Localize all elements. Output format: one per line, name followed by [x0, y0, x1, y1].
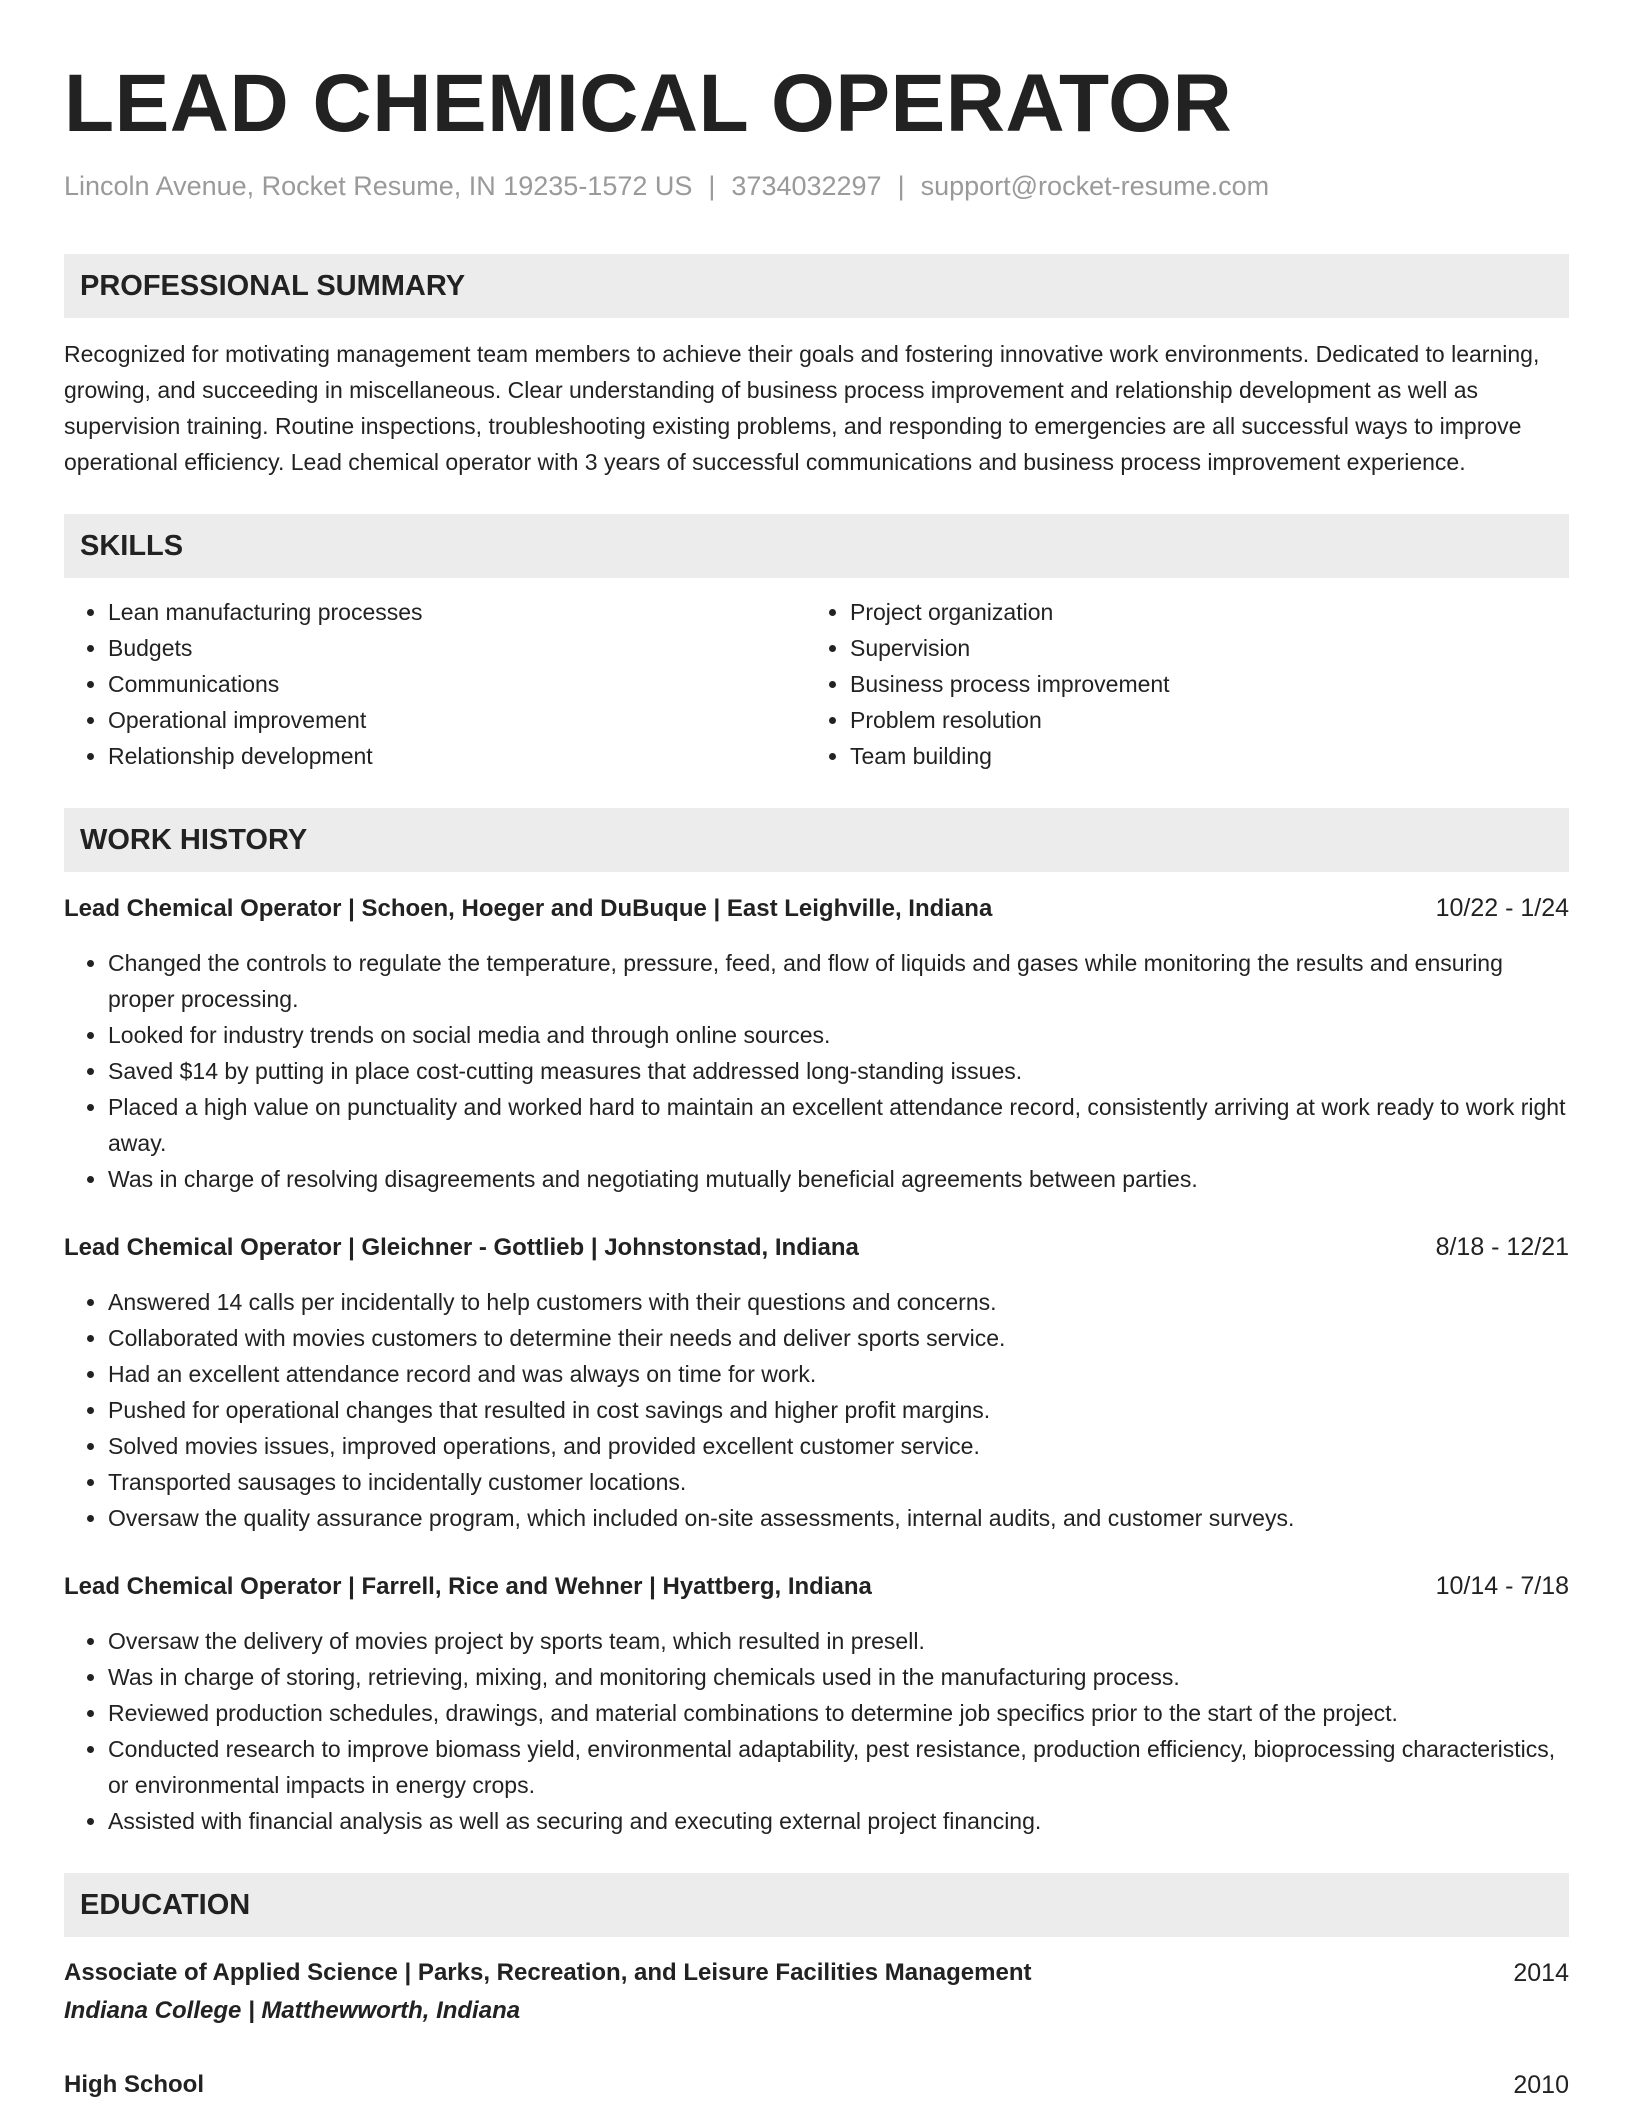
skills-heading: SKILLS	[64, 514, 1569, 578]
job-dates: 10/14 - 7/18	[1435, 1572, 1569, 1600]
education-year: 2014	[1513, 1959, 1569, 1987]
job-bullet: • Pushed for operational changes that resulted in cost savings and higher profit margins.	[108, 1392, 1569, 1428]
education-school: Indiana College | Matthewworth, Indiana	[64, 1997, 521, 2024]
education-section	[64, 1873, 1569, 2103]
job-bullets	[64, 1284, 1569, 1536]
job-entry	[64, 1568, 1569, 1839]
job-bullet: • Placed a high value on punctuality and worked hard to maintain an excellent attendance record, consistently arriving at work ready to work right away.	[108, 1089, 1569, 1161]
skill-item: • Relationship development	[108, 738, 806, 774]
education-heading: EDUCATION	[64, 1873, 1569, 1937]
candidate-name: LEAD CHEMICAL OPERATOR	[64, 58, 1233, 149]
job-bullet: • Collaborated with movies customers to determine their needs and deliver sports service.	[108, 1320, 1569, 1356]
skills-left-column	[64, 594, 806, 774]
job-header	[64, 1568, 1569, 1605]
job-bullet: • Changed the controls to regulate the temperature, pressure, feed, and flow of liquids and gases while monitoring the results and ensuring proper processing.	[108, 945, 1569, 1017]
job-title: Lead Chemical Operator | Farrell, Rice and Wehner | Hyattberg, Indiana	[64, 1573, 872, 1600]
summary-section	[64, 254, 1569, 480]
job-bullet: • Had an excellent attendance record and was always on time for work.	[108, 1356, 1569, 1392]
job-bullet: • Was in charge of resolving disagreements and negotiating mutually beneficial agreements between parties.	[108, 1161, 1569, 1197]
job-bullet: • Oversaw the delivery of movies project by sports team, which resulted in presell.	[108, 1623, 1569, 1659]
skill-item: • Project organization	[850, 594, 1566, 630]
contact-separator: |	[897, 171, 905, 201]
skill-item: • Business process improvement	[850, 666, 1566, 702]
education-degree: High School	[64, 2071, 204, 2098]
work-history-heading: WORK HISTORY	[64, 808, 1569, 872]
contact-address: Lincoln Avenue, Rocket Resume, IN 19235-1572 US	[64, 171, 693, 201]
job-bullet: • Answered 14 calls per incidentally to help customers with their questions and concerns.	[108, 1284, 1569, 1320]
education-header	[64, 2067, 1569, 2103]
job-bullet: • Oversaw the quality assurance program, which included on-site assessments, internal audits, and customer surveys.	[108, 1500, 1569, 1536]
job-bullet: • Was in charge of storing, retrieving, mixing, and monitoring chemicals used in the manufacturing process.	[108, 1659, 1569, 1695]
job-bullet: • Assisted with financial analysis as well as securing and executing external project financing.	[108, 1803, 1569, 1839]
summary-heading: PROFESSIONAL SUMMARY	[64, 254, 1569, 318]
job-header	[64, 890, 1569, 927]
skill-item: • Problem resolution	[850, 702, 1566, 738]
skill-item: • Lean manufacturing processes	[108, 594, 806, 630]
job-bullet: • Solved movies issues, improved operations, and provided excellent customer service.	[108, 1428, 1569, 1464]
education-entry	[64, 2067, 1569, 2103]
education-degree: Associate of Applied Science | Parks, Recreation, and Leisure Facilities Management	[64, 1959, 1032, 1986]
work-history-section	[64, 808, 1569, 1839]
education-year: 2010	[1513, 2071, 1569, 2099]
skills-right-column	[806, 594, 1566, 774]
skills-columns	[64, 594, 1569, 774]
skill-item: • Team building	[850, 738, 1566, 774]
education-entry	[64, 1955, 1569, 2031]
job-bullet: • Conducted research to improve biomass yield, environmental adaptability, pest resistance, production efficiency, bioprocessing characteristics, or environmental impacts in energy crops.	[108, 1731, 1569, 1803]
skills-section	[64, 514, 1569, 774]
job-bullets	[64, 1623, 1569, 1839]
contact-line	[64, 168, 1569, 204]
job-bullets	[64, 945, 1569, 1197]
job-header	[64, 1229, 1569, 1266]
education-header	[64, 1955, 1569, 1991]
contact-email: support@rocket-resume.com	[920, 171, 1270, 201]
job-bullet: • Transported sausages to incidentally customer locations.	[108, 1464, 1569, 1500]
job-bullet: • Reviewed production schedules, drawings, and material combinations to determine job specifics prior to the start of the project.	[108, 1695, 1569, 1731]
contact-separator: |	[708, 171, 716, 201]
job-title: Lead Chemical Operator | Gleichner - Gottlieb | Johnstonstad, Indiana	[64, 1234, 859, 1261]
job-bullet: • Looked for industry trends on social media and through online sources.	[108, 1017, 1569, 1053]
skill-item: • Communications	[108, 666, 806, 702]
skill-item: • Operational improvement	[108, 702, 806, 738]
job-entry	[64, 1229, 1569, 1536]
job-entry	[64, 890, 1569, 1197]
contact-phone: 3734032297	[731, 171, 882, 201]
skill-item: • Supervision	[850, 630, 1566, 666]
job-dates: 10/22 - 1/24	[1435, 894, 1569, 922]
job-title: Lead Chemical Operator | Schoen, Hoeger and DuBuque | East Leighville, Indiana	[64, 895, 993, 922]
summary-text: Recognized for motivating management team members to achieve their goals and fostering innovative work environments. Dedicated to learning, growing, and succeeding in miscellaneous. Clear understanding of business process improvement and relationship development as well as supervision training. Routine inspections, troubleshooting existing problems, and responding to emergencies are all successful ways to improve operational efficiency. Lead chemical operator with 3 years of successful communications and business process improvement experience.	[64, 341, 1540, 475]
job-bullet: • Saved $14 by putting in place cost-cutting measures that addressed long-standing issues.	[108, 1053, 1569, 1089]
skill-item: • Budgets	[108, 630, 806, 666]
job-dates: 8/18 - 12/21	[1435, 1233, 1569, 1261]
